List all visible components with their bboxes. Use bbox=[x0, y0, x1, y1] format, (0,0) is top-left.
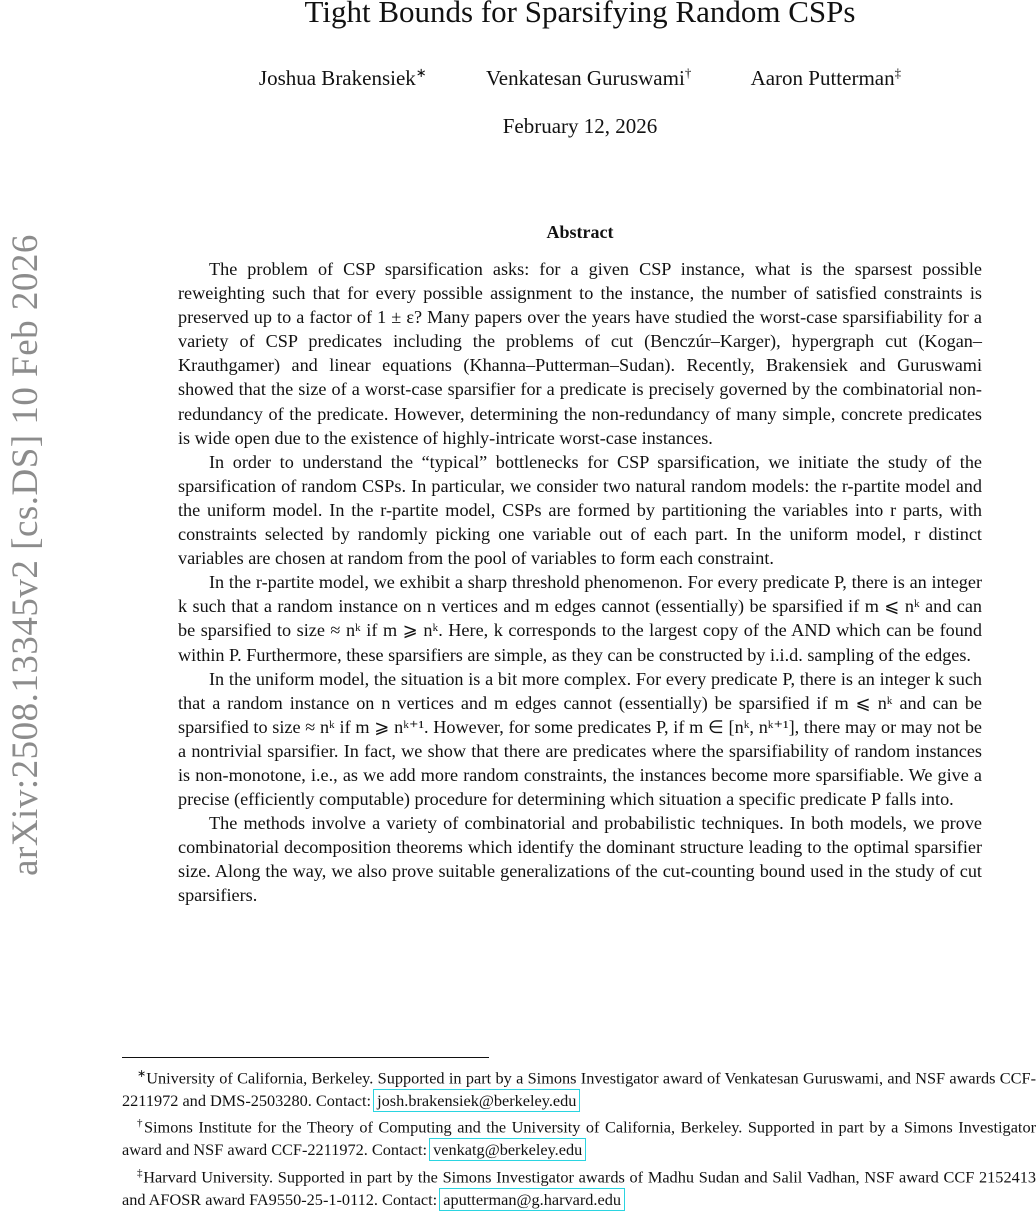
footnote-1: ∗University of California, Berkeley. Supported in part by a Simons Investigator award of Venkatesan Guruswami, and NSF awards CCF-2211972 and DMS-2503280. Contact: josh.brakensiek@berkeley.edu bbox=[122, 1068, 1036, 1110]
abstract-body bbox=[178, 257, 982, 908]
abstract-paragraph: In order to understand the “typical” bottlenecks for CSP sparsification, we initiate the study of the sparsification of random CSPs. In particular, we consider two natural random models: the r-partite model and the uniform model. In the r-partite model, CSPs are formed by partitioning the variables into r parts, with constraints selected by randomly picking one variable out of each part. In the uniform model, r distinct variables are chosen at random from the pool of variables to form each constraint. bbox=[178, 451, 982, 569]
email-link-brakensiek[interactable]: josh.brakensiek@berkeley.edu bbox=[377, 1090, 577, 1110]
email-link-putterman[interactable]: aputterman@g.harvard.edu bbox=[443, 1189, 621, 1209]
abstract-paragraph: In the r-partite model, we exhibit a sharp threshold phenomenon. For every predicate P, there is an integer k such that a random instance on n vertices and m edges cannot (essentially) be sparsified if m ⩽ nᵏ and can be sparsified to size ≈ nᵏ if m ⩾ nᵏ. Here, k corresponds to the largest copy of the AND which can be found within P. Furthermore, these sparsifiers are simple, as they can be constructed by i.i.d. sampling of the edges. bbox=[178, 572, 982, 665]
author-list bbox=[0, 65, 1036, 91]
abstract-paragraph: In the uniform model, the situation is a bit more complex. For every predicate P, there is an integer k such that a random instance on n vertices and m edges cannot (essentially) be sparsified if m ⩽ nᵏ and can be sparsified to size ≈ nᵏ if m ⩾ nᵏ⁺¹. However, for some predicates P, if m ∈ [nᵏ, nᵏ⁺¹], there may or may not be a nontrivial sparsifier. In fact, we show that there are predicates where the sparsifiability of random instances is non-monotone, i.e., as we add more random constraints, the instances become more sparsifiable. We give a precise (efficiently computable) procedure for determining which situation a specific predicate P falls into. bbox=[178, 668, 982, 810]
author-2: Venkatesan Guruswami† bbox=[485, 65, 692, 90]
author-3: Aaron Putterman‡ bbox=[750, 65, 902, 90]
abstract-paragraph: The problem of CSP sparsification asks: for a given CSP instance, what is the sparsest possible reweighting such that for every possible assignment to the instance, the number of satisfied constraints is preserved up to a factor of 1 ± ε? Many papers over the years have studied the worst-case sparsifiability for a variety of CSP predicates including the problems of cut (Benczúr–Karger), hypergraph cut (Kogan–Krauthgamer) and linear equations (Khanna–Putterman–Sudan). Recently, Brakensiek and Guruswami showed that the size of a worst-case sparsifier for a predicate is precisely governed by the combinatorial non-redundancy of the predicate. However, determining the non-redundancy of many simple, concrete predicates is wide open due to the existence of highly-intricate worst-case instances. bbox=[178, 259, 982, 448]
author-1: Joshua Brakensiek∗ bbox=[258, 65, 427, 90]
abstract-paragraph: The methods involve a variety of combinatorial and probabilistic techniques. In both models, we prove combinatorial decomposition theorems which identify the dominant structure leading to the optimal sparsifier size. Along the way, we also prove suitable generalizations of the cut-counting bound used in the study of cut sparsifiers. bbox=[178, 813, 982, 906]
footnotes bbox=[122, 1063, 1036, 1211]
footnote-3: ‡Harvard University. Supported in part by the Simons Investigator awards of Madhu Sudan and Salil Vadhan, NSF award CCF 2152413 and AFOSR award FA9550-25-1-0112. Contact: aputterman@g.harvard.edu bbox=[122, 1166, 1036, 1209]
paper-title: Tight Bounds for Sparsifying Random CSPs bbox=[304, 0, 856, 29]
abstract-heading: Abstract bbox=[546, 222, 614, 242]
paper-date: February 12, 2026 bbox=[502, 114, 658, 138]
arxiv-identifier: arXiv:2508.13345v2 [cs.DS] 10 Feb 2026 bbox=[5, 234, 46, 876]
footnote-rule bbox=[122, 1057, 489, 1058]
footnote-2: †Simons Institute for the Theory of Computing and the University of California, Berkeley. Supported in part by a Simons Investigator award and NSF award CCF-2211972. Contact: venkatg@berkeley.edu bbox=[122, 1117, 1036, 1160]
email-link-guruswami[interactable]: venkatg@berkeley.edu bbox=[433, 1140, 583, 1160]
